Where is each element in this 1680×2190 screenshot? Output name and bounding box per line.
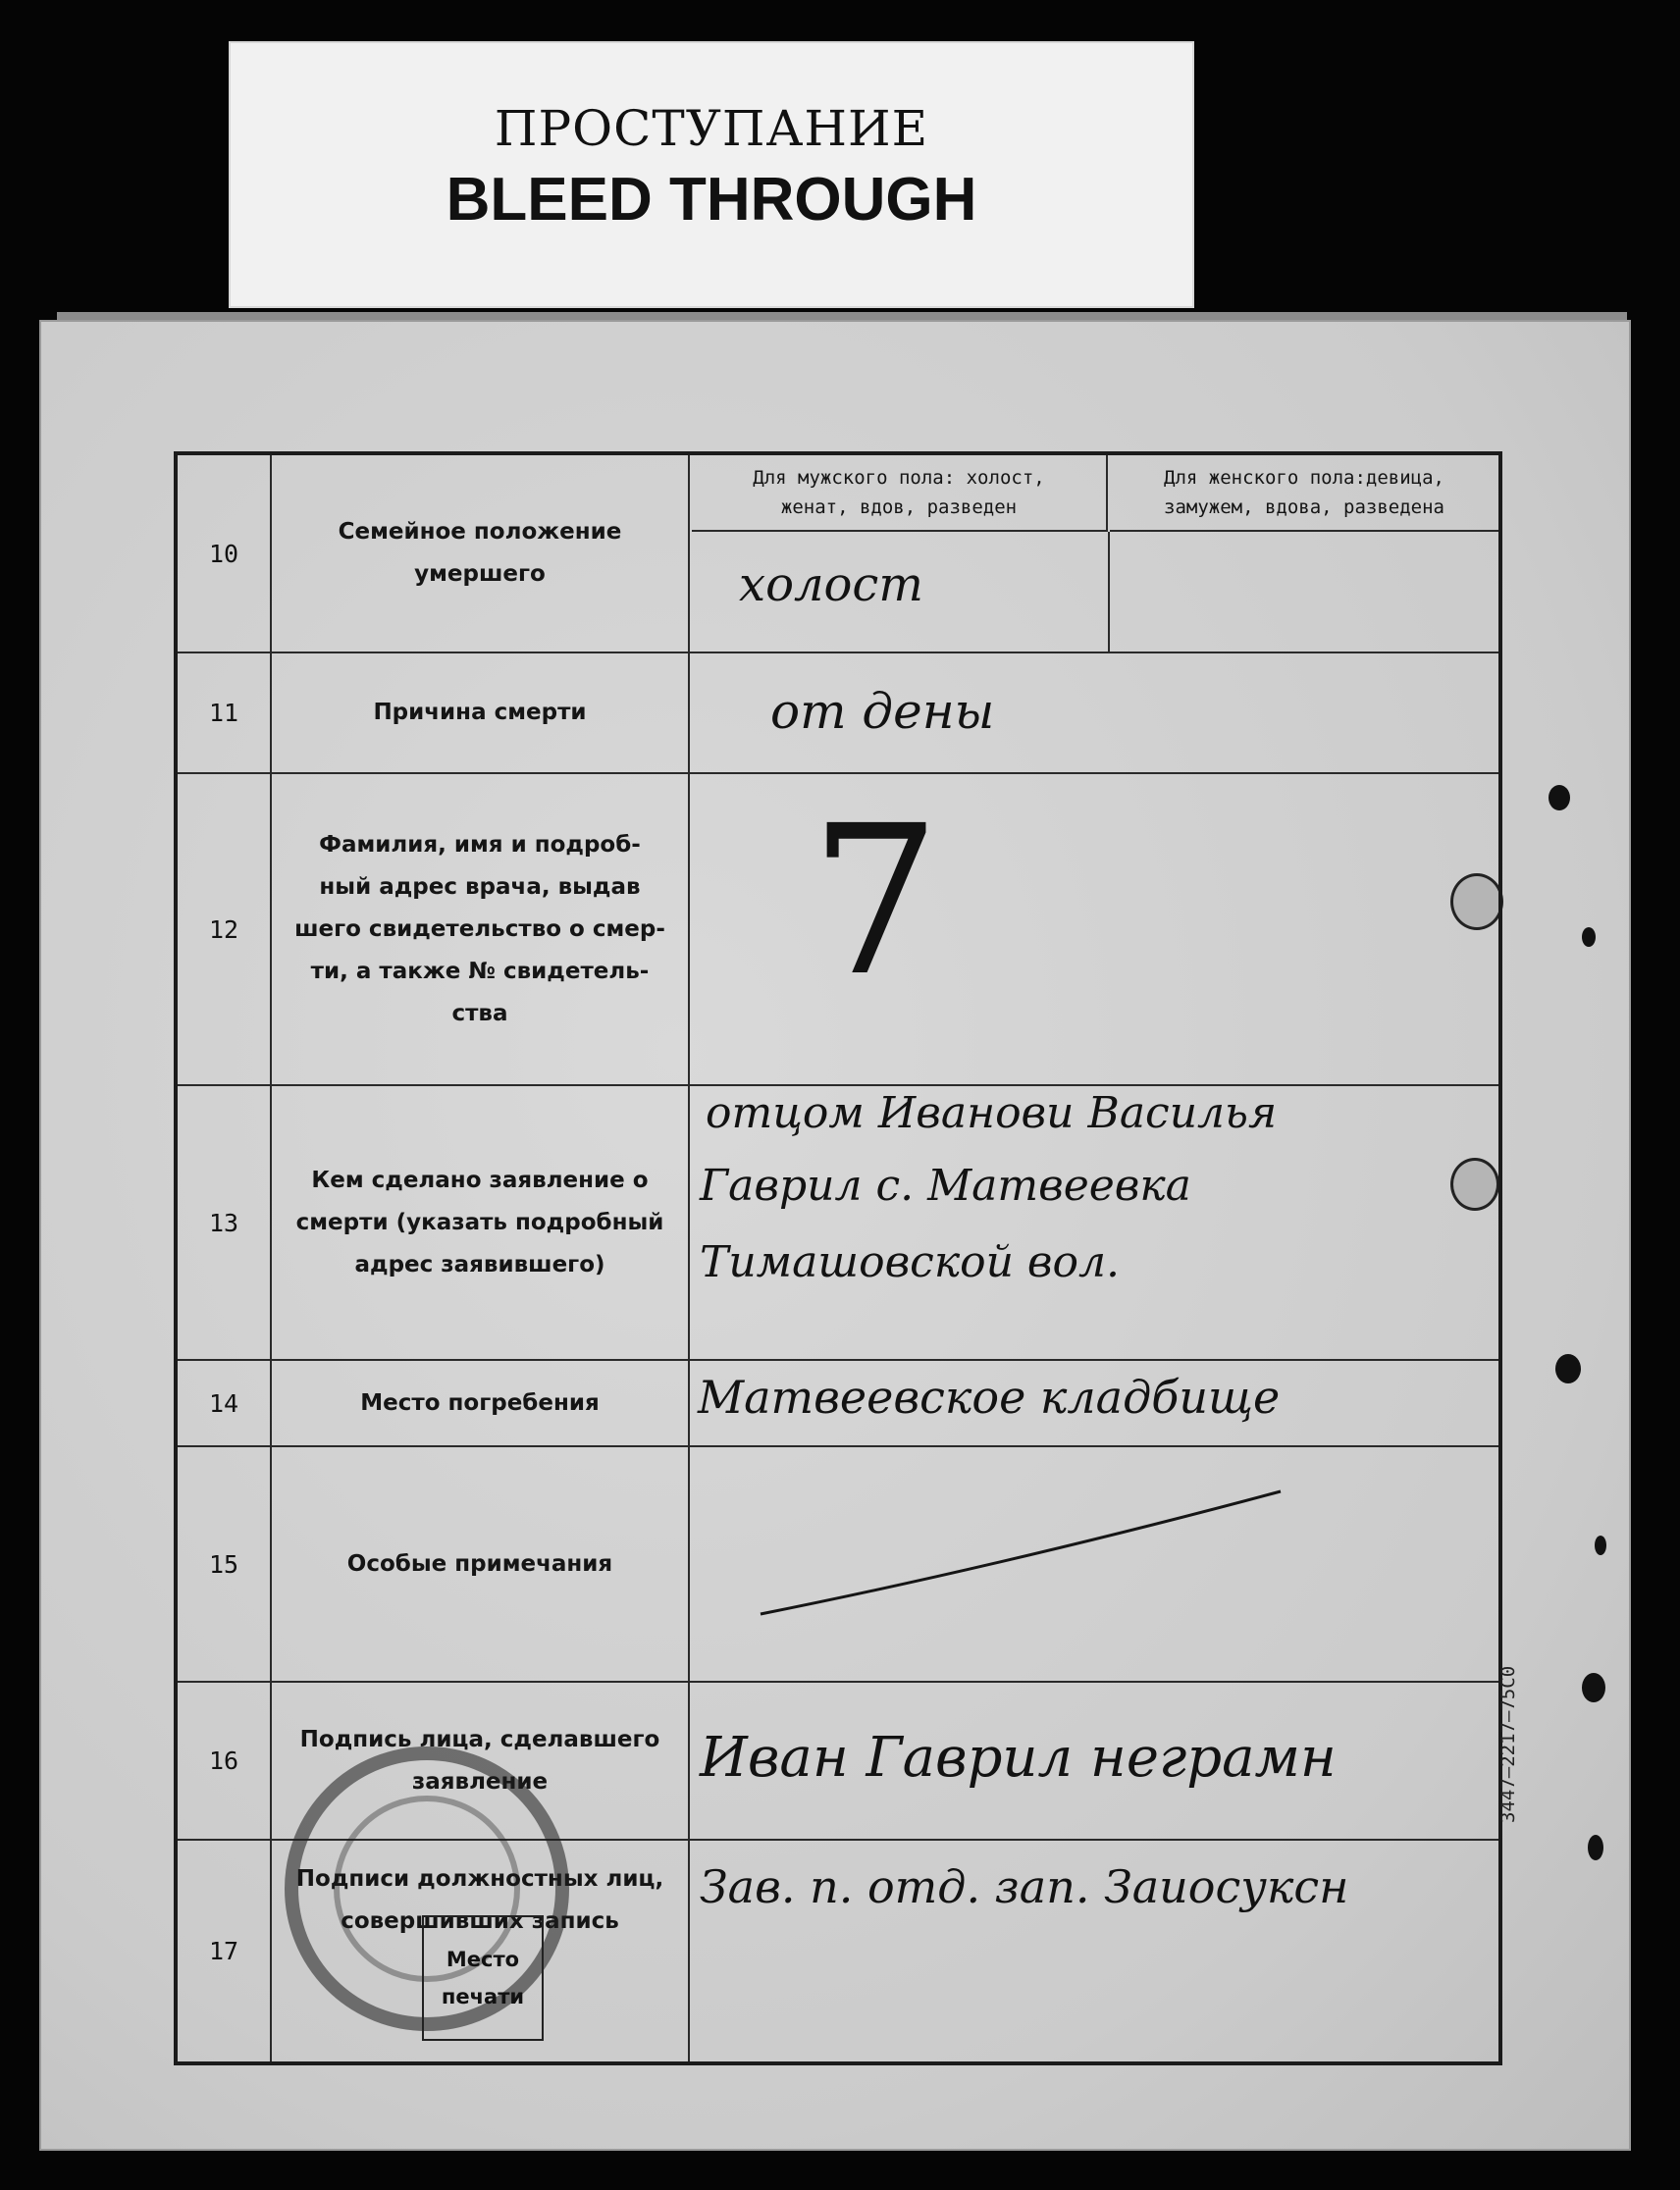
handwritten-dash-mark: 7	[810, 781, 941, 1021]
row-number: 10	[178, 455, 272, 652]
stamp-place-label: печати	[441, 1985, 525, 2008]
punch-hole	[1595, 1536, 1606, 1555]
column-divider	[1108, 532, 1110, 652]
label-english: BLEED THROUGH	[446, 166, 977, 234]
row-label: Подпись лица, сделавшего заявление	[272, 1683, 690, 1839]
punch-hole	[1588, 1835, 1603, 1860]
row-value-cell	[692, 1841, 1498, 2061]
row-value-cell	[692, 774, 1498, 1084]
row-label: Фамилия, имя и подроб- ный адрес врача, выдав шего свидетельство о смер- ти, а также № свидетель- ства	[272, 774, 690, 1084]
row-value-cell	[692, 1447, 1498, 1681]
male-status-header: Для мужского пола: холост, женат, вдов, разведен	[692, 455, 1108, 532]
punch-hole	[1582, 1673, 1605, 1702]
female-status-header: Для женского пола:девица, замужем, вдова, разведена	[1110, 455, 1498, 532]
row-label: Место погребения	[272, 1361, 690, 1445]
handwritten-declarant-signature: Иван Гаврил неграмн	[700, 1726, 1337, 1790]
blank-cancel-stroke	[692, 1447, 1506, 1683]
form-row-10	[178, 455, 1498, 653]
handwritten-declarant-line: отцом Иванови Василья	[706, 1088, 1278, 1138]
handwritten-marital-status: холост	[739, 557, 923, 612]
handwritten-official-signature: Зав. п. отд. зап. Заиосуксн	[700, 1860, 1349, 1913]
bleed-through-label	[229, 41, 1194, 308]
handwritten-declarant-line: Гаврил с. Матвеевка	[700, 1161, 1191, 1211]
stamp-place-box	[422, 1915, 544, 2041]
row-number: 11	[178, 653, 272, 772]
row-number: 16	[178, 1683, 272, 1839]
row-label: Кем сделано заявление о смерти (указать подробный адрес заявившего)	[272, 1086, 690, 1359]
row-number: 15	[178, 1447, 272, 1681]
row-number: 13	[178, 1086, 272, 1359]
handwritten-declarant-line: Тимашовской вол.	[700, 1237, 1121, 1287]
row-value-cell	[692, 1683, 1498, 1839]
punch-hole	[1549, 785, 1570, 810]
row-value-cell	[692, 455, 1498, 652]
handwritten-cause-of-death: от дены	[770, 683, 995, 740]
form-row-12	[178, 774, 1498, 1086]
label-russian: ПРОСТУПАНИЕ	[494, 100, 929, 157]
form-row-11	[178, 653, 1498, 774]
printer-code: 3447—2217—75C0	[1497, 1665, 1519, 1823]
row-label: Причина смерти	[272, 653, 690, 772]
row-value-cell	[692, 1361, 1498, 1445]
row-value-cell	[692, 1086, 1498, 1359]
row-label: Подписи должностных лиц, совершивших запись	[272, 1841, 690, 2061]
form-row-14	[178, 1361, 1498, 1447]
row-value-cell	[692, 653, 1498, 772]
form-row-15	[178, 1447, 1498, 1683]
handwritten-burial-place: Матвеевское кладбище	[698, 1371, 1281, 1424]
row-label: Семейное положение умершего	[272, 455, 690, 652]
row-label: Особые примечания	[272, 1447, 690, 1681]
row-number: 14	[178, 1361, 272, 1445]
punch-hole	[1582, 927, 1596, 947]
stamp-place-label: Место	[446, 1948, 520, 1971]
row-number: 17	[178, 1841, 272, 2061]
form-row-13	[178, 1086, 1498, 1361]
punch-hole	[1555, 1354, 1581, 1383]
row-number: 12	[178, 774, 272, 1084]
